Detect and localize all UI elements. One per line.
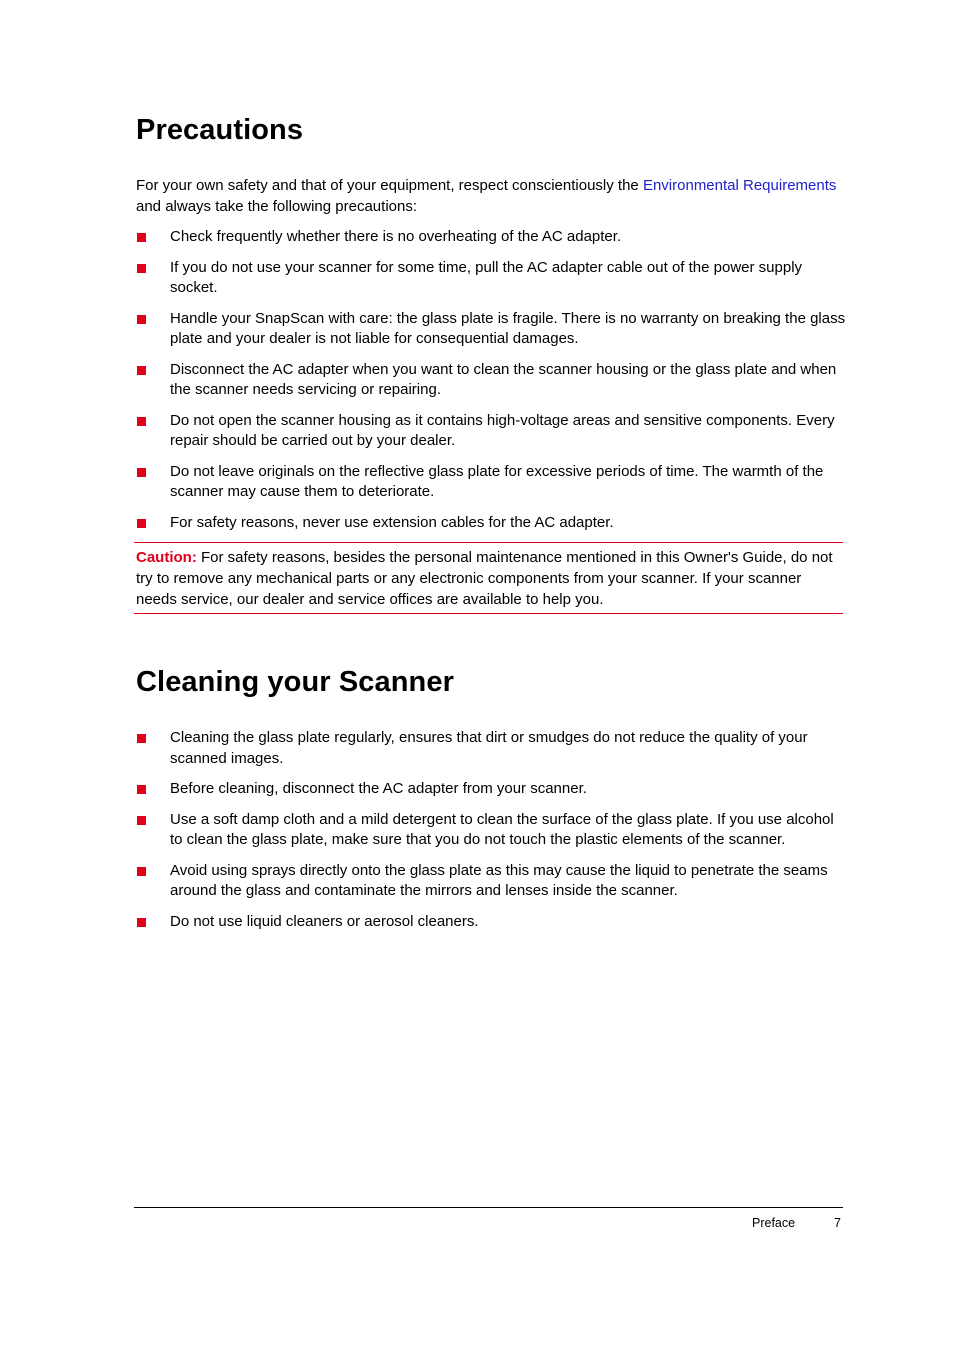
red-square-bullet-icon: [137, 264, 146, 273]
list-item: [136, 309, 846, 350]
list-item-text: Use a soft damp cloth and a mild detergent to clean the surface of the glass plate. If you use alcohol to clean the glass plate, make sure that you do not touch the plastic elements of the scanner.: [170, 810, 834, 848]
red-square-bullet-icon: [137, 816, 146, 825]
list-item: [136, 861, 846, 902]
precautions-list: [136, 227, 846, 543]
list-item: [136, 462, 846, 503]
intro-text-end: and always take the following precautions:: [136, 198, 418, 215]
list-item: [136, 258, 846, 299]
precautions-intro: [136, 175, 846, 217]
cleaning-list: [136, 728, 846, 942]
footer-section-name: Preface: [752, 1216, 796, 1230]
footer-divider: [134, 1207, 843, 1208]
red-square-bullet-icon: [137, 366, 146, 375]
list-item-text: Handle your SnapScan with care: the glass plate is fragile. There is no warranty on breaking the glass plate and your dealer is not liable for consequential damages.: [170, 309, 846, 347]
precautions-heading: Precautions: [136, 114, 304, 146]
list-item-text: Disconnect the AC adapter when you want to clean the scanner housing or the glass plate and when the scanner needs servicing or repairing.: [170, 360, 837, 398]
caution-text: For safety reasons, besides the personal maintenance mentioned in this Owner's Guide, do not try to remove any mechanical parts or any electronic components from your scanner. If your scanner needs service, our dealer and service offices are available to help you.: [136, 549, 833, 608]
list-item-text: Do not open the scanner housing as it contains high-voltage areas and sensitive components. Every repair should be carried out by your dealer.: [170, 411, 835, 449]
caution-box: [134, 542, 843, 614]
red-square-bullet-icon: [137, 519, 146, 528]
list-item: [136, 411, 846, 452]
intro-text-start: For your own safety and that of your equipment, respect conscientiously the: [136, 177, 643, 194]
list-item-text: Do not leave originals on the reflective glass plate for excessive periods of time. The warmth of the scanner may cause them to deteriorate.: [170, 462, 824, 500]
red-square-bullet-icon: [137, 918, 146, 927]
cleaning-heading: Cleaning your Scanner: [136, 666, 454, 698]
list-item: [136, 227, 846, 248]
list-item: [136, 360, 846, 401]
list-item-text: For safety reasons, never use extension cables for the AC adapter.: [170, 513, 614, 531]
red-square-bullet-icon: [137, 734, 146, 743]
red-square-bullet-icon: [137, 785, 146, 794]
red-square-bullet-icon: [137, 867, 146, 876]
list-item-text: Do not use liquid cleaners or aerosol cleaners.: [170, 912, 479, 930]
caution-label: Caution:: [136, 549, 197, 566]
red-square-bullet-icon: [137, 468, 146, 477]
list-item: [136, 810, 846, 851]
list-item-text: Cleaning the glass plate regularly, ensures that dirt or smudges do not reduce the quality of your scanned images.: [170, 729, 808, 767]
page-number: 7: [834, 1216, 841, 1230]
red-square-bullet-icon: [137, 315, 146, 324]
red-square-bullet-icon: [137, 417, 146, 426]
list-item-text: If you do not use your scanner for some time, pull the AC adapter cable out of the power supply socket.: [170, 258, 803, 296]
list-item: [136, 513, 846, 534]
list-item: [136, 779, 846, 800]
list-item: [136, 912, 846, 933]
red-square-bullet-icon: [137, 233, 146, 242]
list-item: [136, 728, 846, 769]
environmental-requirements-link[interactable]: Environmental Requirements: [642, 177, 837, 194]
list-item-text: Check frequently whether there is no overheating of the AC adapter.: [170, 228, 622, 245]
list-item-text: Avoid using sprays directly onto the glass plate as this may cause the liquid to penetrate the seams around the glass and contaminate the mirrors and lenses inside the scanner.: [170, 861, 828, 899]
list-item-text: Before cleaning, disconnect the AC adapter from your scanner.: [170, 780, 587, 797]
